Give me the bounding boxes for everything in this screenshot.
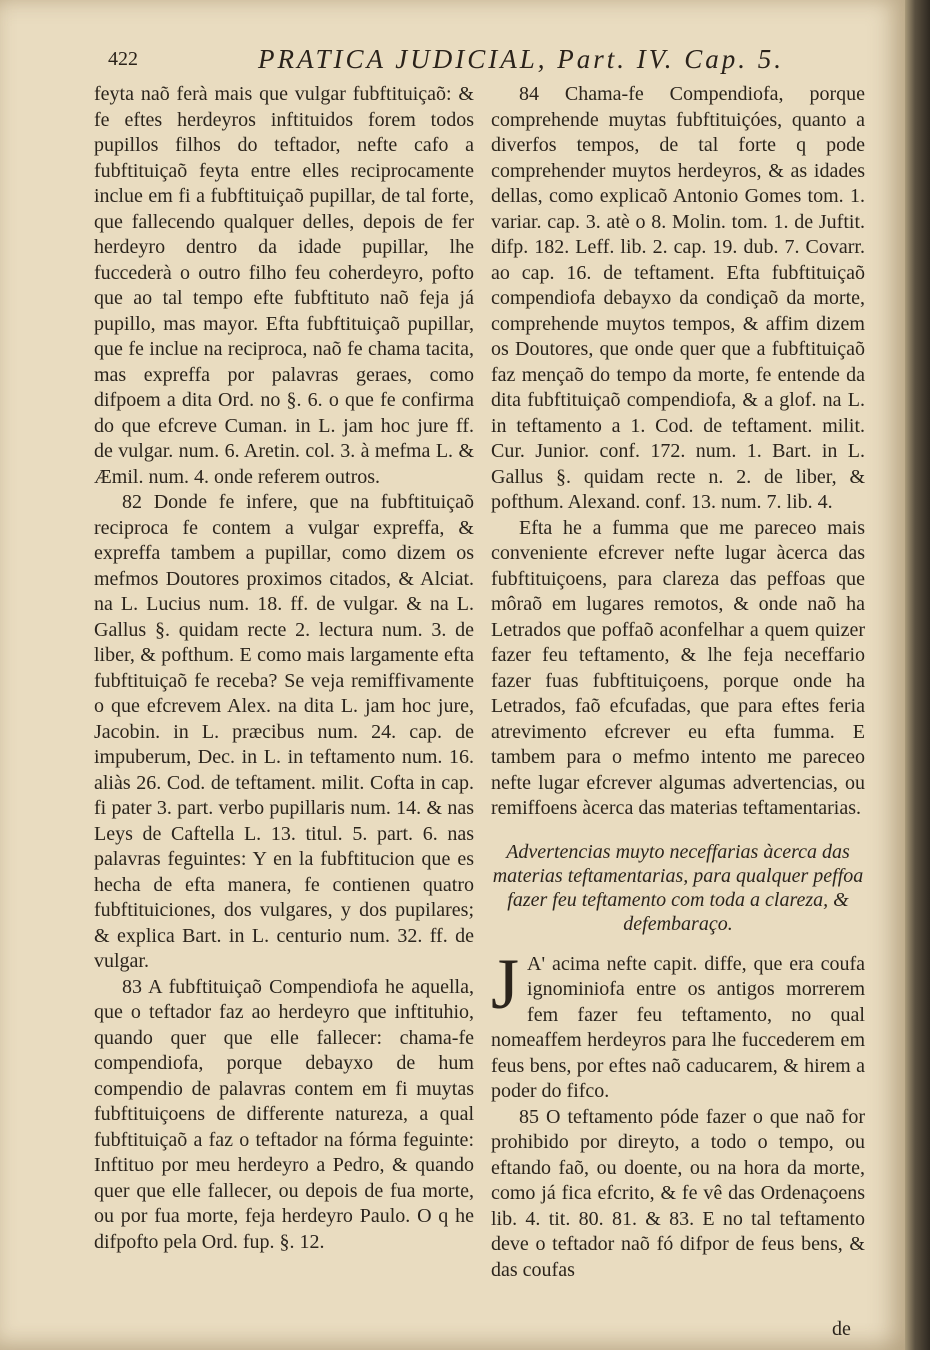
page-header (108, 44, 868, 78)
catchword: de (832, 1318, 851, 1340)
page-number: 422 (108, 48, 138, 70)
page-edge (905, 0, 930, 1350)
paragraph-continuation: feyta naõ ferà mais que vulgar fubftituiçaõ: & fe eftes herdeyros inftituidos forem todos pupillos filhos do teftador, nefte cafo a fubftituiçaõ feyta entre elles reciprocamente inclue em fi a fubftituiçaõ pupillar, de tal forte, que fallecendo qualquer delles, depois de fer herdeyro dentro da idade pupillar, lhe fuccederà o outro filho feu coherdeyro, pofto que ao tal tempo efte fubftituto naõ feja já pupillo, mas mayor. Efta fubftituiçaõ pupillar, que fe inclue na reciproca, naõ fe chama tacita, mas expreffa por palavras geraes, como difpoem a dita Ord. no §. 6. o que fe confirma do que efcreve Cuman. in L. jam hoc jure ff. de vulgar. num. 6. Aretin. col. 3. à mefma L. & Æmil. num. 4. onde referem outros. (94, 83, 474, 488)
paragraph-83: 83 A fubftituiçaõ Compendiofa he aquella, que o teftador faz ao herdeyro que inftituhio, quando quer que elle fallecer: chama-fe compendiofa, porque debayxo de hum compendio de palavras contem em fi muytas fubftituiçoens de differente natureza, a qual fubftituiçaõ a faz o teftador na fórma feguinte: Inftituo por meu herdeyro a Pedro, & quando quer que elle fallecer, ou depois de fua morte, ou por fua morte, feja herdeyro Paulo. O q he difpofto pela Ord. fup. §. 12. (94, 975, 474, 1253)
paragraph-summary: Efta he a fumma que me pareceo mais conveniente efcrever nefte lugar àcerca das fubftituiçoens, para clareza das peffoas que môraõ em lugares remotos, & onde naõ ha Letrados que poffaõ aconfelhar a quem quizer fazer feu teftamento, & lhe feja neceffario fazer fuas fubftituiçoens, porque onde ha Letrados, faõ efcufadas, que para eftes feria atrevimento efcrever eu efta fumma. E tambem para o mefmo intento me pareceo nefte lugar efcrever algumas advertencias, ou remiffoens àcerca das materias teftamentarias. (491, 516, 865, 819)
paragraph-84: 84 Chama-fe Compendiofa, porque comprehende muytas fubftituiçóes, quanto a diverfos tempos, de tal forte q pode comprehender muytos herdeyros, & as idades dellas, como explicaõ Antonio Gomes tom. 1. variar. cap. 3. atè o 8. Molin. tom. 1. de Juftit. difp. 182. Leff. lib. 2. cap. 19. dub. 7. Covarr. ao cap. 16. de teftament. Efta fubftituiçaõ compendiofa debayxo da condiçaõ da morte, comprehende muytos tempos, & affim dizem os Doutores, que onde quer que a fubftituiçaõ faz mençaõ do tempo da morte, fe entende da dita fubftituiçaõ compendiofa, & a glof. na L. in teftamento a 1. Cod. de teftament. milit. Cur. Junior. conf. 172. num. 1. Bart. in L. Gallus §. quidam recte n. 2. de liber, & pofthum. Alexand. conf. 13. num. 7. lib. 4. (491, 83, 865, 513)
section-heading: Advertencias muyto neceffarias àcerca das materias teftamentarias, para qualquer peffoa fazer feu teftamento com toda a clareza, & defembaraço. (492, 840, 864, 935)
paragraph-82: 82 Donde fe infere, que na fubftituiçaõ reciproca fe contem a vulgar expreffa, & expreffa tambem a pupillar, como dizem os mefmos Doutores proximos citados, & Alciat. na L. Lucius num. 18. ff. de vulgar. & na L. Gallus §. quidam recte 2. lectura num. 3. de liber, & pofthum. E como mais largamente efta fubftituiçaõ fe receba? Se veja remiffivamente o que efcrevem Alex. na dita L. jam hoc jure, Jacobin. in L. præcibus num. 24. cap. de impuberum, Dec. in L. in teftamento num. 16. aliàs 26. Cod. de teftament. milit. Cofta in cap. fi pater 3. part. verbo pupillaris num. 14. & nas Leys de Caftella L. 13. titul. 5. part. 6. nas palavras feguintes: Y en la fubftitucion que es hecha de efta manera, fe contienen quatro fubftituiciones, dos vulgares, y dos pupilares; & explica Bart. in L. centurio num. 32. ff. de vulgar. (94, 491, 474, 972)
left-column (94, 82, 474, 1255)
paragraph-85: 85 O teftamento póde fazer o que naõ for prohibido por direyto, a todo o tempo, ou eftando faõ, ou doente, ou na hora da morte, como já fica efcrito, & fe vê das Ordenaçoens lib. 4. tit. 80. 81. & 83. E no tal teftamento deve o teftador naõ fó difpor de feus bens, & das coufas (491, 1105, 865, 1281)
drop-capital: J (491, 943, 520, 1024)
paragraph-dropcap (491, 943, 865, 1105)
running-title: PRATICA JUDICIAL, Part. IV. Cap. 5. (258, 44, 784, 74)
dropcap-paragraph-text: A' acima nefte capit. diffe, que era coufa ignominiofa entre os antigos morrerem fem fazer feu teftamento, no qual nomeaffem herdeyros para lhe fuccederem em feus bens, por eftes naõ caducarem, & hirem a poder do fifco. (491, 952, 865, 1102)
right-column (491, 82, 865, 1283)
